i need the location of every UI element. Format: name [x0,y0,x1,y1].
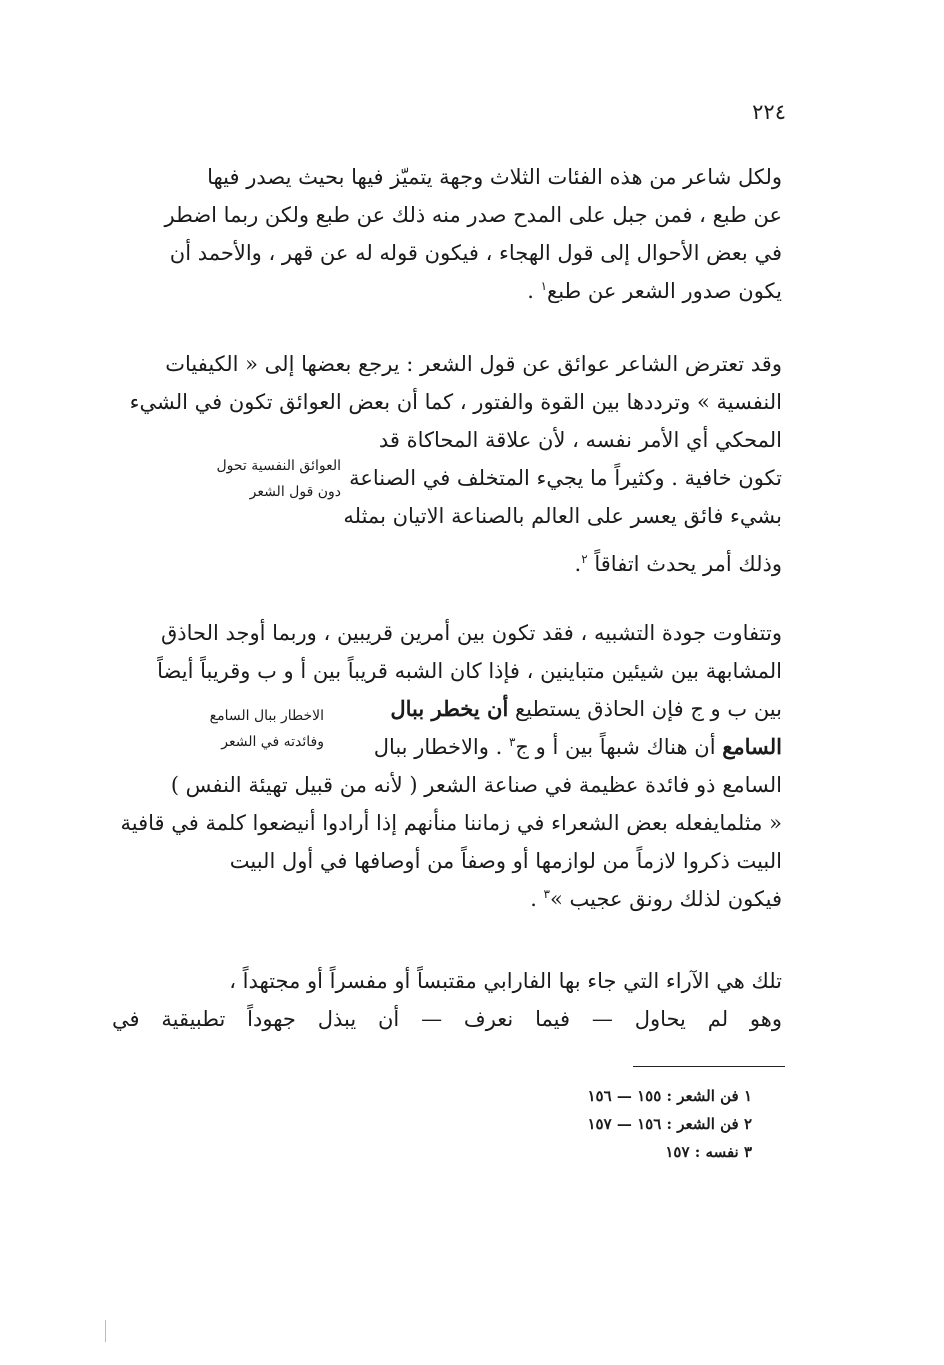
paragraph-line [112,272,782,310]
line-text: يكون صدور الشعر عن طبع [547,279,782,303]
paragraph-3-indented [373,690,782,766]
scan-mark [105,1320,106,1342]
paragraph-4 [112,962,782,1038]
paragraph-line: في بعض الأحوال إلى قول الهجاء ، فيكون قوله له عن قهر ، والأحمد أن [169,241,782,265]
paragraph-line: المحكي أي الأمر نفسه ، لأن علاقة المحاكاة قد [378,428,782,452]
paragraph-line: تكون خافية . وكثيراً ما يجيء المتخلف في الصناعة [349,466,782,490]
paragraph-line: وهو لم يحاول — فيما نعرف — أن يبذل جهوداً تطبيقية في [112,1007,782,1031]
footnote-marker: ٣ [543,887,550,901]
footnotes [587,1082,752,1166]
paragraph-2-end [112,545,782,583]
footnote-marker: ٢ [581,552,588,566]
margin-note-line: وفائدته في الشعر [221,734,324,750]
paragraph-line: وقد تعترض الشاعر عوائق عن قول الشعر : يرجع بعضها إلى « الكيفيات [165,352,782,376]
footnote: ١ فن الشعر : ١٥٥ — ١٥٦ [587,1087,752,1105]
paragraph-line [112,545,782,583]
paragraph-line: ولكل شاعر من هذه الفئات الثلاث وجهة يتميّز فيها بحيث يصدر فيها [207,165,782,189]
paragraph-line: السامع ذو فائدة عظيمة في صناعة الشعر ( لأنه من قبيل تهيئة النفس ) [170,773,782,797]
paragraph-line [373,728,782,766]
margin-note-1 [216,453,341,505]
margin-note-line: دون قول الشعر [249,484,341,500]
paragraph-line [112,880,782,918]
margin-note-line: الاخطار ببال السامع [209,708,324,724]
line-end: . والاخطار ببال [373,735,509,759]
line-end: . [574,552,582,576]
page-number: ٢٢٤ [752,100,786,124]
margin-note-2 [210,703,324,755]
paragraph-line: بشيء فائق يعسر على العالم بالصناعة الاتيان بمثله [343,504,782,528]
line-text: فيكون لذلك رونق عجيب » [550,887,782,911]
paragraph-1 [112,158,782,310]
paragraph-3-continued [112,766,782,918]
paragraph-line: وتتفاوت جودة التشبيه ، فقد تكون بين أمرين قريبين ، وربما أوجد الحاذق [160,621,782,645]
margin-note-line: العوائق النفسية تحول [216,458,341,474]
line-end: . [530,887,544,911]
bold-phrase: أن يخطر ببال [390,696,509,721]
paragraph-3 [112,614,782,690]
paragraph-line [378,690,782,728]
paragraph-line: عن طبع ، فمن جبل على المدح صدر منه ذلك عن طبع ولكن ربما اضطر [164,203,782,227]
line-end: . [527,279,541,303]
paragraph-line: المشابهة بين شيئين متباينين ، فإذا كان الشبه قريباً بين أ و ب وقريباً أيضاً [157,659,782,683]
line-text: بين ب و ج فإن الحاذق يستطيع [508,697,782,721]
paragraph-line: تلك هي الآراء التي جاء بها الفارابي مقتبساً أو مفسراً أو مجتهداً ، [229,969,782,993]
footnote-marker: ٣ [508,735,516,749]
paragraph-line: « مثلمايفعله بعض الشعراء في زماننا منأنهم إذا أرادوا أنيضعوا كلمة في قافية [120,811,782,835]
footnote-divider [633,1066,785,1067]
footnote: ٢ فن الشعر : ١٥٦ — ١٥٧ [587,1115,752,1133]
paragraph-line: البيت ذكروا لازماً من لوازمها أو وصفاً من أوصافها في أول البيت [229,849,782,873]
paragraph-2-indented [343,421,782,535]
paragraph-line: النفسية » وترددها بين القوة والفتور ، كما أن بعض العوائق تكون في الشيء [129,390,782,414]
line-text: وذلك أمر يحدث اتفاقاً [594,552,782,576]
footnote-marker: ١ [540,279,548,293]
footnote: ٣ نفسه : ١٥٧ [665,1143,752,1161]
paragraph-2 [112,345,782,421]
bold-phrase: السامع [722,734,782,759]
line-text: أن هناك شبهاً بين أ و ج [515,735,723,759]
